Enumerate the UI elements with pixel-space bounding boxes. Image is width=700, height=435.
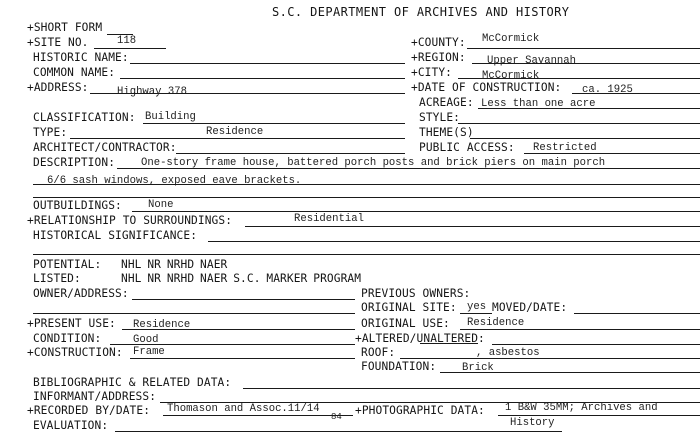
bibliographic-label: BIBLIOGRAPHIC & RELATED DATA: [33, 376, 232, 389]
foundation-value: Brick [462, 362, 494, 374]
region-line [472, 63, 700, 64]
style-line [458, 123, 700, 124]
acreage-line [478, 108, 700, 109]
city-value: McCormick [482, 70, 540, 82]
evaluation-line [115, 431, 562, 432]
public-access-value: Restricted [533, 142, 597, 154]
condition-value: Good [133, 334, 159, 346]
construction-label: +CONSTRUCTION: [27, 346, 123, 359]
owner-address-line [132, 299, 355, 300]
description-label: DESCRIPTION: [33, 156, 116, 169]
classification-label: CLASSIFICATION: [33, 111, 136, 124]
present-use-line [122, 329, 355, 330]
photographic-data-line [498, 415, 700, 416]
original-site-value: yes [467, 301, 487, 313]
original-site-label: ORIGINAL SITE: [361, 301, 457, 314]
type-label: TYPE: [33, 126, 68, 139]
photographic-data-line-1: 1 B&W 35MM; Archives and [505, 402, 658, 414]
city-line [458, 78, 700, 79]
date-of-construction-line [572, 93, 700, 94]
altered-label: +ALTERED/UNALTERED: [355, 332, 485, 345]
roof-value: , asbestos [476, 347, 540, 359]
moved-date-label: MOVED/DATE: [492, 301, 568, 314]
recorded-by-value: Thomason and Assoc.11/14 [167, 403, 320, 415]
owner-address-line-2 [33, 313, 355, 314]
condition-label: CONDITION: [33, 332, 102, 345]
recorded-by-label: +RECORDED BY/DATE: [27, 404, 151, 417]
listed-options: NHL NR NRHD NAER S.C. MARKER PROGRAM [121, 272, 362, 285]
original-use-label: ORIGINAL USE: [361, 317, 450, 330]
address-value: Highway 378 [117, 86, 187, 98]
construction-line [130, 358, 355, 359]
type-value: Residence [206, 126, 264, 138]
county-line [467, 48, 700, 49]
site-no-label: +SITE NO. [27, 36, 89, 49]
condition-line [110, 344, 355, 345]
present-use-value: Residence [133, 319, 191, 331]
original-use-value: Residence [467, 317, 525, 329]
county-label: +COUNTY: [411, 36, 466, 49]
site-no-line [94, 48, 166, 49]
listed-label: LISTED: [33, 272, 81, 285]
city-label: +CITY: [411, 66, 453, 79]
page-title: S.C. DEPARTMENT OF ARCHIVES AND HISTORY [272, 5, 570, 19]
type-line [70, 138, 405, 139]
county-value: McCormick [482, 33, 540, 45]
historical-significance-label: HISTORICAL SIGNIFICANCE: [33, 229, 198, 242]
foundation-label: FOUNDATION: [361, 360, 437, 373]
previous-owners-label: PREVIOUS OWNERS: [361, 287, 471, 300]
outbuildings-label: OUTBUILDINGS: [33, 199, 122, 212]
region-label: +REGION: [411, 51, 466, 64]
historical-significance-line [208, 241, 700, 242]
potential-label: POTENTIAL: [33, 258, 102, 271]
description-line-2: 6/6 sash windows, exposed eave brackets. [47, 175, 302, 187]
potential-options: NHL NR NRHD NAER [121, 258, 228, 271]
owner-address-label: OWNER/ADDRESS: [33, 287, 129, 300]
date-of-construction-value: ca. 1925 [582, 84, 633, 96]
common-name-label: COMMON NAME: [33, 66, 116, 79]
theme-label: THEME(S) [419, 126, 474, 139]
present-use-label: +PRESENT USE: [27, 317, 116, 330]
acreage-label: ACREAGE: [419, 96, 474, 109]
date-of-construction-label: +DATE OF CONSTRUCTION: [411, 81, 562, 94]
classification-line [143, 123, 405, 124]
construction-value: Frame [133, 346, 165, 358]
foundation-line [440, 372, 700, 373]
common-name-line [120, 78, 405, 79]
description-rule-1 [117, 168, 700, 169]
photographic-data-line-2: History [510, 417, 555, 429]
short-form-label: +SHORT FORM [27, 21, 103, 34]
relationship-value: Residential [294, 213, 364, 225]
address-line [90, 93, 405, 94]
relationship-line [245, 226, 700, 227]
altered-underline [420, 343, 478, 344]
outbuildings-value: None [148, 199, 174, 211]
bibliographic-line [243, 388, 700, 389]
public-access-label: PUBLIC ACCESS: [419, 141, 515, 154]
outbuildings-line [132, 211, 700, 212]
roof-label: ROOF: [361, 346, 396, 359]
description-line-1: One-story frame house, battered porch posts and brick piers on main porch [141, 157, 606, 169]
original-use-line [460, 329, 700, 330]
photographic-data-label: +PHOTOGRAPHIC DATA: [355, 404, 485, 417]
relationship-label: +RELATIONSHIP TO SURROUNDINGS: [27, 214, 233, 227]
architect-line [176, 153, 405, 154]
description-rule-3 [33, 197, 700, 198]
theme-line [470, 138, 700, 139]
acreage-value: Less than one acre [481, 98, 596, 110]
original-site-line [460, 313, 492, 314]
address-label: +ADDRESS: [27, 81, 89, 94]
historic-name-line [130, 63, 405, 64]
historical-significance-line-2 [33, 254, 700, 255]
recorded-by-line [163, 415, 353, 416]
moved-date-line [574, 313, 700, 314]
historic-name-label: HISTORIC NAME: [33, 51, 129, 64]
public-access-line [524, 153, 700, 154]
recorded-by-year: 84 [331, 412, 342, 422]
roof-line [400, 358, 700, 359]
site-no-value: 118 [117, 35, 137, 47]
altered-line [492, 344, 700, 345]
informant-label: INFORMANT/ADDRESS: [33, 390, 157, 403]
description-rule-2 [33, 184, 700, 185]
classification-value: Building [145, 111, 196, 123]
architect-label: ARCHITECT/CONTRACTOR: [33, 141, 177, 154]
style-label: STYLE: [419, 111, 461, 124]
evaluation-label: EVALUATION: [33, 419, 109, 432]
region-value: Upper Savannah [487, 55, 577, 67]
